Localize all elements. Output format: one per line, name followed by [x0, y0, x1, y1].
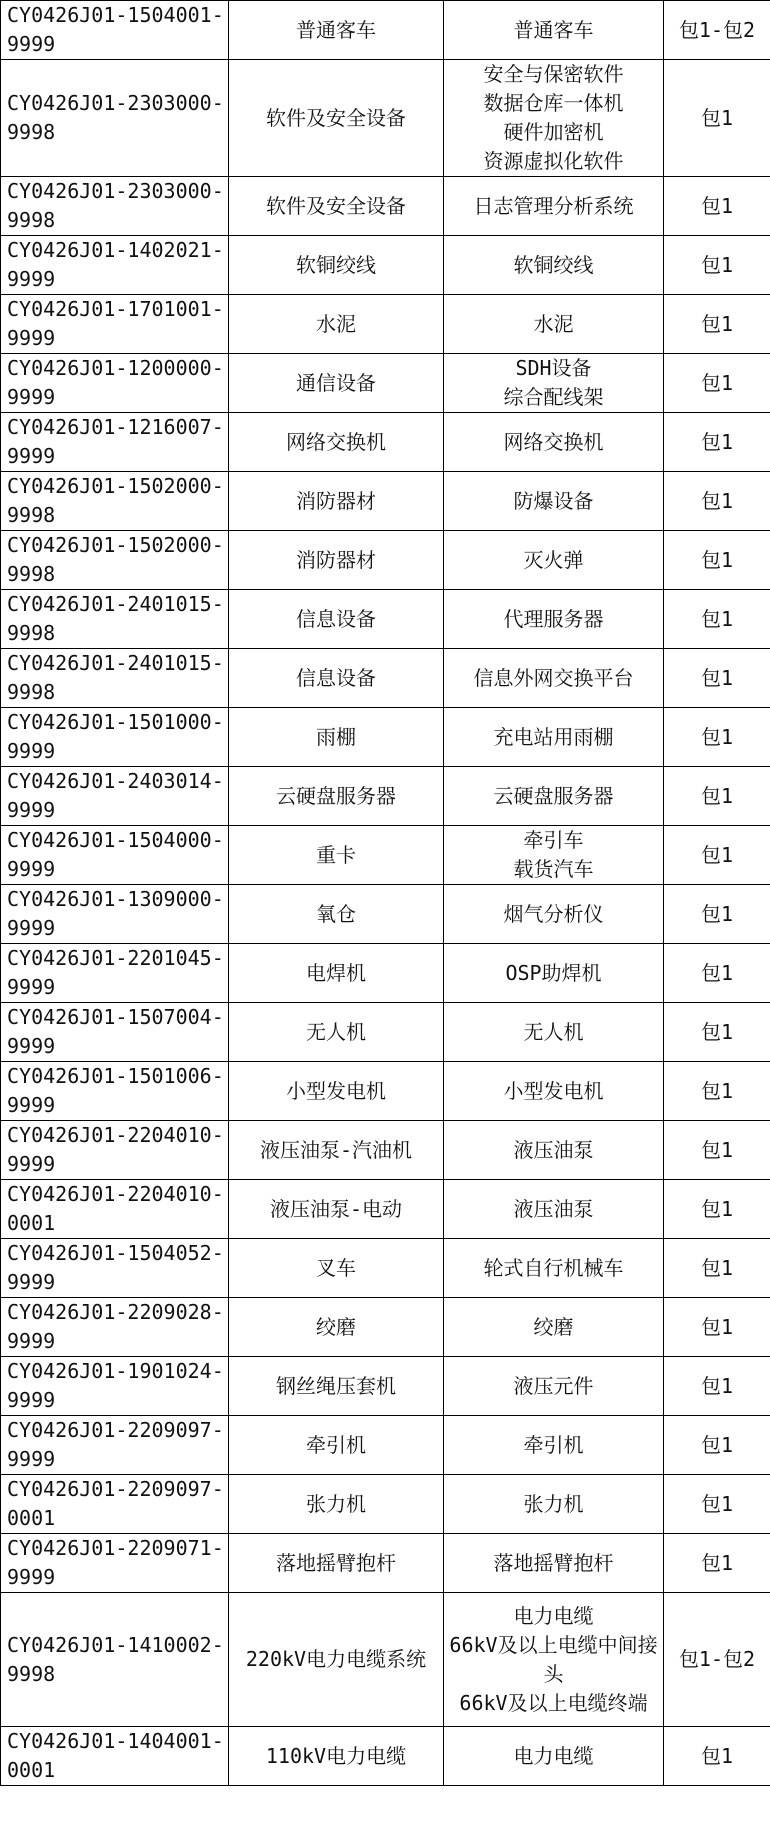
material-name-cell: [444, 1239, 664, 1298]
material-name-line: 液压油泵: [513, 1137, 594, 1162]
table-row: [1, 590, 770, 649]
material-name-cell: [444, 708, 664, 767]
material-code-cell: CY0426J01-2303000-9998: [1, 177, 229, 236]
table-row: [1, 1357, 770, 1416]
material-category-cell: 绞磨: [229, 1298, 444, 1357]
material-name-line: 电力电缆: [513, 1743, 594, 1768]
table-row: [1, 177, 770, 236]
material-code-cell: CY0426J01-2209097-0001: [1, 1475, 229, 1534]
material-category-cell: 普通客车: [229, 1, 444, 60]
material-name-line: 网络交换机: [503, 429, 604, 454]
material-category-cell: 重卡: [229, 826, 444, 885]
table-row: [1, 1593, 770, 1727]
material-category-cell: 消防器材: [229, 531, 444, 590]
material-name-cell: [444, 1062, 664, 1121]
material-code-cell: CY0426J01-1502000-9998: [1, 531, 229, 590]
material-category-cell: 小型发电机: [229, 1062, 444, 1121]
material-name-line: 66kV及以上电缆终端: [459, 1690, 648, 1715]
material-code-cell: CY0426J01-1501000-9999: [1, 708, 229, 767]
material-name-line: 电力电缆: [513, 1603, 594, 1628]
material-code-cell: CY0426J01-2204010-0001: [1, 1180, 229, 1239]
material-category-cell: 信息设备: [229, 649, 444, 708]
package-cell: 包1-包2: [664, 1593, 770, 1727]
material-category-cell: 钢丝绳压套机: [229, 1357, 444, 1416]
material-name-line: 小型发电机: [503, 1078, 604, 1103]
material-name-line: 综合配线架: [503, 385, 604, 409]
material-code-cell: CY0426J01-1402021-9999: [1, 236, 229, 295]
table-row: [1, 767, 770, 826]
table-row: [1, 1121, 770, 1180]
table-body: [1, 1, 770, 1786]
table-row: [1, 944, 770, 1003]
material-code-cell: CY0426J01-2204010-9999: [1, 1121, 229, 1180]
material-name-cell: [444, 472, 664, 531]
material-category-cell: 云硬盘服务器: [229, 767, 444, 826]
table-row: [1, 1416, 770, 1475]
material-category-cell: 电焊机: [229, 944, 444, 1003]
package-cell: 包1: [664, 944, 770, 1003]
package-cell: 包1: [664, 1416, 770, 1475]
material-code-cell: CY0426J01-2209071-9999: [1, 1534, 229, 1593]
material-category-cell: 液压油泵-电动: [229, 1180, 444, 1239]
package-cell: 包1: [664, 649, 770, 708]
table-row: [1, 826, 770, 885]
package-cell: 包1: [664, 885, 770, 944]
material-name-cell: [444, 177, 664, 236]
material-name-line: 水泥: [533, 311, 574, 336]
package-cell: 包1: [664, 354, 770, 413]
table-row: [1, 708, 770, 767]
material-name-cell: [444, 826, 664, 885]
package-cell: 包1: [664, 1534, 770, 1593]
material-name-line: 66kV及以上电缆中间接头: [449, 1632, 658, 1686]
material-name-line: 资源虚拟化软件: [483, 149, 624, 173]
material-code-cell: CY0426J01-2303000-9998: [1, 60, 229, 177]
package-cell: 包1: [664, 1475, 770, 1534]
material-category-cell: 信息设备: [229, 590, 444, 649]
table-row: [1, 1180, 770, 1239]
material-category-cell: 张力机: [229, 1475, 444, 1534]
material-code-cell: CY0426J01-1504052-9999: [1, 1239, 229, 1298]
material-name-line: 灭火弹: [523, 547, 584, 572]
material-name-line: 充电站用雨棚: [493, 724, 614, 749]
table-row: [1, 1, 770, 60]
material-name-line: 落地摇臂抱杆: [493, 1550, 614, 1575]
table-row: [1, 413, 770, 472]
material-name-cell: [444, 1416, 664, 1475]
table-row: [1, 60, 770, 177]
package-cell: 包1: [664, 1180, 770, 1239]
material-name-line: 日志管理分析系统: [473, 193, 634, 218]
material-name-line: 无人机: [523, 1019, 584, 1044]
material-category-cell: 消防器材: [229, 472, 444, 531]
material-name-line: 载货汽车: [513, 857, 594, 881]
package-cell: 包1: [664, 1062, 770, 1121]
table-row: [1, 885, 770, 944]
material-code-cell: CY0426J01-2209097-9999: [1, 1416, 229, 1475]
material-category-cell: 软件及安全设备: [229, 177, 444, 236]
table-row: [1, 472, 770, 531]
material-category-cell: 网络交换机: [229, 413, 444, 472]
material-name-line: 烟气分析仪: [503, 901, 604, 926]
material-code-cell: CY0426J01-1200000-9999: [1, 354, 229, 413]
material-name-line: 牵引机: [523, 1432, 584, 1457]
material-name-cell: [444, 531, 664, 590]
table-row: [1, 295, 770, 354]
material-code-cell: CY0426J01-2401015-9998: [1, 649, 229, 708]
material-name-line: 牵引车: [523, 828, 584, 852]
material-name-cell: [444, 1593, 664, 1727]
package-cell: 包1: [664, 295, 770, 354]
material-category-cell: 液压油泵-汽油机: [229, 1121, 444, 1180]
material-name-cell: [444, 354, 664, 413]
package-cell: 包1: [664, 60, 770, 177]
material-name-line: 软铜绞线: [513, 252, 594, 277]
material-category-cell: 雨棚: [229, 708, 444, 767]
material-category-cell: 软铜绞线: [229, 236, 444, 295]
package-cell: 包1: [664, 1357, 770, 1416]
material-name-line: 硬件加密机: [503, 120, 604, 144]
package-cell: 包1: [664, 472, 770, 531]
material-name-cell: [444, 649, 664, 708]
package-cell: 包1: [664, 1239, 770, 1298]
material-name-line: OSP助焊机: [505, 960, 602, 985]
material-category-cell: 牵引机: [229, 1416, 444, 1475]
package-cell: 包1: [664, 590, 770, 649]
package-cell: 包1-包2: [664, 1, 770, 60]
material-name-cell: [444, 1298, 664, 1357]
material-category-cell: 软件及安全设备: [229, 60, 444, 177]
material-name-cell: [444, 1727, 664, 1786]
material-name-line: 防爆设备: [513, 488, 594, 513]
material-code-cell: CY0426J01-1502000-9998: [1, 472, 229, 531]
material-name-cell: [444, 1, 664, 60]
material-name-cell: [444, 1180, 664, 1239]
package-cell: 包1: [664, 1121, 770, 1180]
package-cell: 包1: [664, 531, 770, 590]
package-cell: 包1: [664, 1298, 770, 1357]
material-code-cell: CY0426J01-2201045-9999: [1, 944, 229, 1003]
material-name-line: 张力机: [523, 1491, 584, 1516]
table-row: [1, 1475, 770, 1534]
material-category-cell: 220kV电力电缆系统: [229, 1593, 444, 1727]
material-name-cell: [444, 236, 664, 295]
material-name-cell: [444, 590, 664, 649]
table-row: [1, 1727, 770, 1786]
table-row: [1, 1534, 770, 1593]
material-name-line: 普通客车: [513, 17, 594, 42]
table-row: [1, 1003, 770, 1062]
table-row: [1, 354, 770, 413]
material-code-cell: CY0426J01-1504000-9999: [1, 826, 229, 885]
package-cell: 包1: [664, 236, 770, 295]
material-name-cell: [444, 295, 664, 354]
table-row: [1, 1298, 770, 1357]
material-code-cell: CY0426J01-2401015-9998: [1, 590, 229, 649]
package-cell: 包1: [664, 767, 770, 826]
material-code-cell: CY0426J01-1507004-9999: [1, 1003, 229, 1062]
material-name-line: 数据仓库一体机: [483, 91, 624, 115]
material-code-cell: CY0426J01-1901024-9999: [1, 1357, 229, 1416]
package-cell: 包1: [664, 1003, 770, 1062]
material-name-line: 信息外网交换平台: [473, 665, 634, 690]
material-name-cell: [444, 1475, 664, 1534]
material-code-cell: CY0426J01-1410002-9998: [1, 1593, 229, 1727]
material-name-line: 液压油泵: [513, 1196, 594, 1221]
material-category-cell: 无人机: [229, 1003, 444, 1062]
material-code-cell: CY0426J01-1504001-9999: [1, 1, 229, 60]
material-name-cell: [444, 1534, 664, 1593]
material-name-line: 液压元件: [513, 1373, 594, 1398]
material-name-line: 轮式自行机械车: [483, 1255, 624, 1280]
package-cell: 包1: [664, 177, 770, 236]
material-name-cell: [444, 1121, 664, 1180]
material-code-cell: CY0426J01-1701001-9999: [1, 295, 229, 354]
material-category-cell: 通信设备: [229, 354, 444, 413]
material-name-cell: [444, 1003, 664, 1062]
material-name-line: 安全与保密软件: [483, 62, 624, 86]
material-name-cell: [444, 885, 664, 944]
package-cell: 包1: [664, 708, 770, 767]
material-category-cell: 落地摇臂抱杆: [229, 1534, 444, 1593]
table-row: [1, 649, 770, 708]
material-code-cell: CY0426J01-1216007-9999: [1, 413, 229, 472]
material-name-line: SDH设备: [515, 356, 592, 380]
material-name-line: 代理服务器: [503, 606, 604, 631]
table-row: [1, 1239, 770, 1298]
table-row: [1, 1062, 770, 1121]
material-category-cell: 110kV电力电缆: [229, 1727, 444, 1786]
material-name-line: 绞磨: [533, 1314, 574, 1339]
material-code-cell: CY0426J01-2209028-9999: [1, 1298, 229, 1357]
material-code-cell: CY0426J01-2403014-9999: [1, 767, 229, 826]
material-name-cell: [444, 413, 664, 472]
material-name-cell: [444, 944, 664, 1003]
material-category-cell: 叉车: [229, 1239, 444, 1298]
package-cell: 包1: [664, 826, 770, 885]
package-cell: 包1: [664, 413, 770, 472]
material-category-cell: 水泥: [229, 295, 444, 354]
material-name-cell: [444, 60, 664, 177]
material-name-cell: [444, 1357, 664, 1416]
material-name-line: 云硬盘服务器: [493, 783, 614, 808]
table-row: [1, 531, 770, 590]
material-code-cell: CY0426J01-1309000-9999: [1, 885, 229, 944]
material-code-cell: CY0426J01-1404001-0001: [1, 1727, 229, 1786]
table-row: [1, 236, 770, 295]
package-cell: 包1: [664, 1727, 770, 1786]
material-category-cell: 氧仓: [229, 885, 444, 944]
material-name-cell: [444, 767, 664, 826]
material-code-cell: CY0426J01-1501006-9999: [1, 1062, 229, 1121]
